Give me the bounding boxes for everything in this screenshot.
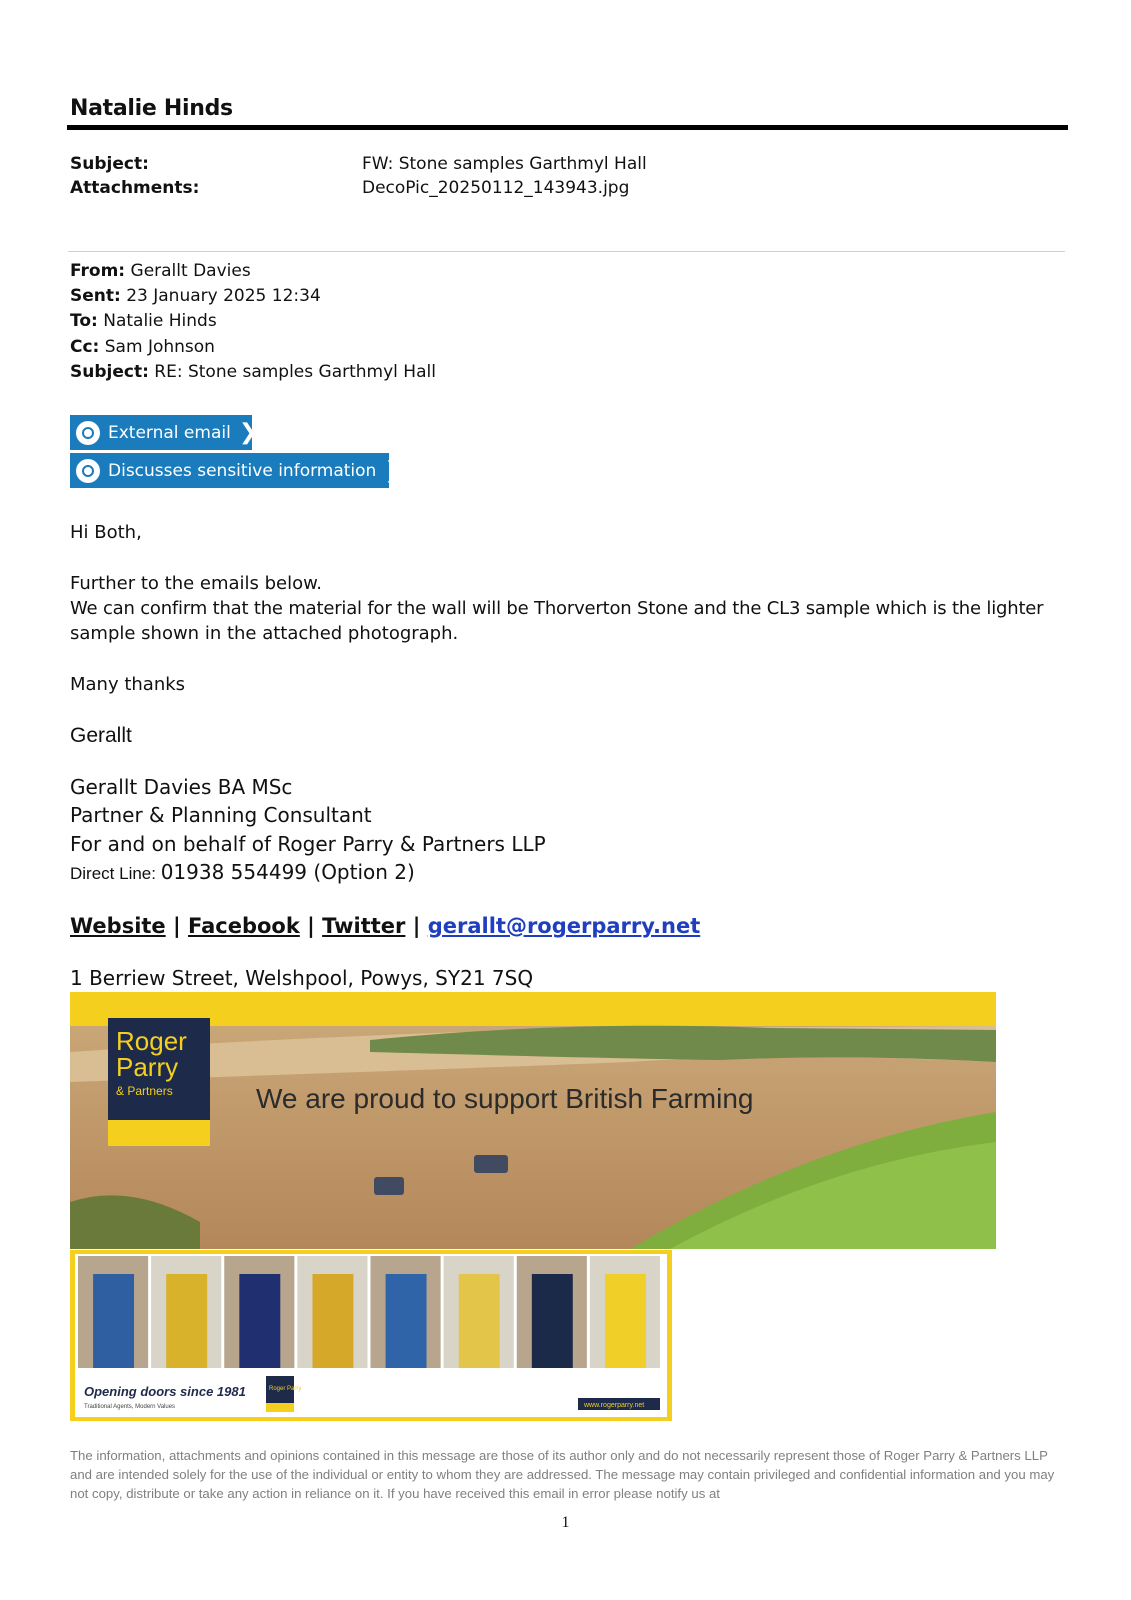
chevron-right-icon: ❯ — [384, 457, 403, 483]
door-1 — [93, 1274, 134, 1368]
body-line-3: sample shown in the attached photograph. — [70, 623, 459, 644]
website-link[interactable]: Website — [70, 914, 166, 938]
body-line-2: We can confirm that the material for the wall will be Thorverton Stone and the CL3 sample which is the lighter — [70, 598, 1044, 619]
to-line — [70, 311, 217, 331]
page-number: 1 — [561, 1514, 570, 1531]
email-disclaimer: The information, attachments and opinions contained in this message are those of its author only and do not necessarily represent those of Roger Parry & Partners LLP and are intended solely for the use of the individual or entity to whom they are addressed. The message may contain privileged and confidential information and you may not copy, distribute or take any action in reliance on it. If you have received this email in error please notify us at — [70, 1448, 1055, 1501]
banner-tagline: We are proud to support British Farming — [256, 1083, 754, 1114]
info-shield-icon — [76, 421, 100, 445]
attachment-file[interactable]: DecoPic_20250112_143943.jpg — [362, 178, 630, 198]
sent-label: Sent: — [70, 286, 121, 306]
from-line — [70, 261, 251, 281]
door-5 — [386, 1274, 427, 1368]
door-8 — [605, 1274, 646, 1368]
cc-label: Cc: — [70, 337, 100, 357]
direct-line-number: 01938 554499 (Option 2) — [160, 860, 415, 884]
to-value: Natalie Hinds — [103, 311, 217, 331]
attachments-label: Attachments: — [70, 178, 200, 198]
chevron-right-icon: ❯ — [238, 419, 258, 445]
greeting: Hi Both, — [70, 522, 142, 543]
door-3 — [239, 1274, 280, 1368]
doors-slogan: Opening doors since 1981 — [84, 1384, 246, 1399]
info-shield-icon — [76, 459, 100, 483]
reply-subject-label: Subject: — [70, 362, 149, 382]
doors-graphic — [70, 1250, 672, 1421]
door-4 — [312, 1274, 353, 1368]
banner-logo-line1: Roger — [116, 1026, 187, 1056]
doors-subslogan: Traditional Agents, Modern Values — [84, 1404, 176, 1410]
sent-value: 23 January 2025 12:34 — [126, 286, 321, 306]
body-line-1: Further to the emails below. — [70, 573, 322, 594]
door-7 — [532, 1274, 573, 1368]
email-link[interactable]: gerallt@rogerparry.net — [427, 914, 701, 938]
sent-line — [70, 286, 321, 306]
doors-banner-image — [70, 1250, 672, 1421]
subject-label: Subject: — [70, 154, 149, 174]
external-email-tag[interactable] — [70, 415, 258, 450]
link-separator: | — [405, 914, 428, 938]
closing: Many thanks — [70, 674, 186, 695]
from-value: Gerallt Davies — [130, 261, 251, 281]
banner-logo-line2: Parry — [116, 1052, 179, 1082]
link-separator: | — [299, 914, 323, 938]
reply-subject-line — [70, 362, 436, 382]
direct-line — [70, 860, 415, 884]
signature-role: Partner & Planning Consultant — [70, 803, 372, 827]
header-divider — [68, 251, 1065, 252]
door-2 — [166, 1274, 207, 1368]
external-email-label: External email — [108, 422, 231, 443]
to-label: To: — [70, 311, 98, 331]
cc-value: Sam Johnson — [104, 337, 215, 357]
sensitive-info-tag[interactable] — [70, 453, 403, 488]
social-links — [70, 914, 700, 938]
farming-landscape-graphic — [70, 992, 996, 1249]
office-address: 1 Berriew Street, Welshpool, Powys, SY21 7SQ — [70, 966, 534, 990]
subject-value: FW: Stone samples Garthmyl Hall — [362, 154, 647, 174]
direct-line-label: Direct Line: — [70, 864, 161, 883]
cc-line — [70, 337, 215, 357]
doors-small-logo: Roger Parry — [269, 1386, 302, 1392]
doors-url: www.rogerparry.net — [584, 1402, 645, 1409]
signature-company: For and on behalf of Roger Parry & Partners LLP — [70, 832, 546, 856]
farming-banner-image — [70, 992, 996, 1249]
header-rule — [67, 125, 1068, 130]
from-label: From: — [70, 261, 126, 281]
link-separator: | — [165, 914, 188, 938]
reply-subject-value: RE: Stone samples Garthmyl Hall — [154, 362, 436, 382]
banner-logo-line3: & Partners — [116, 1084, 173, 1098]
facebook-link[interactable]: Facebook — [187, 914, 300, 938]
sender-first-name: Gerallt — [70, 724, 132, 747]
sensitive-info-label: Discusses sensitive information — [108, 460, 377, 481]
twitter-link[interactable]: Twitter — [322, 914, 406, 938]
signature-name: Gerallt Davies BA MSc — [70, 775, 293, 799]
mailbox-owner: Natalie Hinds — [70, 96, 233, 121]
door-6 — [459, 1274, 500, 1368]
